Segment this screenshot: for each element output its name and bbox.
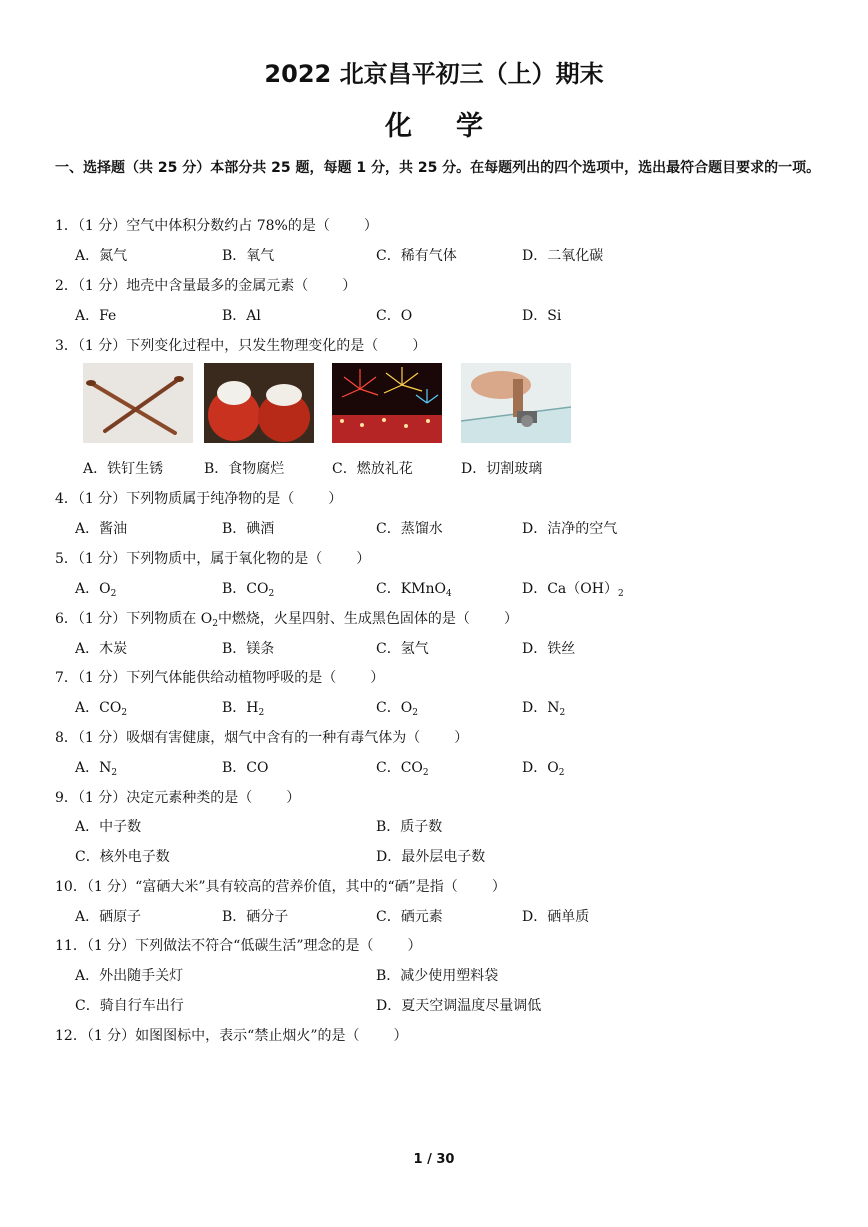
option-b: B．食物腐烂 xyxy=(204,461,285,477)
option-d: D．夏天空调温度尽量调低 xyxy=(376,998,542,1014)
question-4 xyxy=(55,488,342,508)
question-11 xyxy=(55,935,422,955)
option-c: C．骑自行车出行 xyxy=(75,998,184,1014)
question-close: ） xyxy=(407,938,422,954)
option-b: B．氧气 xyxy=(222,248,275,264)
question-6: 6．（1 分）下列物质在 $O_2$中燃烧，火星四射、生成黑色固体的是（ ） xyxy=(55,611,518,629)
option-d: D．Si xyxy=(522,308,562,324)
option-a: A．$O_2$ xyxy=(75,581,117,599)
option-c: C．蒸馏水 xyxy=(376,521,443,537)
option-a: A．木炭 xyxy=(75,641,128,657)
question-stem: 11．（1 分）下列做法不符合“低碳生活”理念的是（ xyxy=(55,938,374,954)
option-d: D．铁丝 xyxy=(522,641,576,657)
question-stem: 3．（1 分）下列变化过程中，只发生物理变化的是（ xyxy=(55,338,379,354)
question-stem: 12．（1 分）如图图标中，表示“禁止烟火”的是（ xyxy=(55,1028,360,1044)
option-b: B．碘酒 xyxy=(222,521,275,537)
option-a: A．Fe xyxy=(75,308,117,324)
option-d: D．最外层电子数 xyxy=(376,849,486,865)
option-c: C．稀有气体 xyxy=(376,248,457,264)
option-b: B．质子数 xyxy=(376,819,443,835)
option-c: C．燃放礼花 xyxy=(332,461,413,477)
question-3 xyxy=(55,335,426,355)
option-c: C．氢气 xyxy=(376,641,429,657)
option-b: B．Al xyxy=(222,308,261,324)
question-stem: 4．（1 分）下列物质属于纯净物的是（ xyxy=(55,491,295,507)
question-stem: 5．（1 分）下列物质中，属于氧化物的是（ xyxy=(55,551,323,567)
page-title: 2022 北京昌平初三（上）期末 xyxy=(264,60,604,88)
question-7 xyxy=(55,667,384,687)
option-c: C．O xyxy=(376,308,413,324)
option-b: B．$H_2$ xyxy=(222,700,265,718)
question-stem: 8．（1 分）吸烟有害健康，烟气中含有的一种有毒气体为（ xyxy=(55,730,421,746)
question-stem: 9．（1 分）决定元素种类的是（ xyxy=(55,790,253,806)
option-d: D．$N_2$ xyxy=(522,700,566,718)
question-8 xyxy=(55,727,468,747)
option-a: A．酱油 xyxy=(75,521,128,537)
option-d: D．切割玻璃 xyxy=(461,461,543,477)
option-b: B．CO xyxy=(222,760,269,776)
option-a: A．外出随手关灯 xyxy=(75,968,184,984)
option-b: B．镁条 xyxy=(222,641,275,657)
fireworks-image xyxy=(332,363,442,443)
option-b: B．硒分子 xyxy=(222,909,289,925)
glass-cutting-image xyxy=(461,363,571,443)
option-a: A．$CO_2$ xyxy=(75,700,128,718)
option-d: D．$O_2$ xyxy=(522,760,565,778)
option-d: D．二氧化碳 xyxy=(522,248,604,264)
section-heading: 一、选择题（共 25 分）本部分共 25 题，每题 1 分，共 25 分。在每题列出的四个选项中，选出最符合题目要求的一项。 xyxy=(55,160,821,176)
option-c: C．KMnO$_4$ xyxy=(376,581,452,599)
question-close: ） xyxy=(370,670,385,686)
question-close: ） xyxy=(286,790,301,806)
question-close: ） xyxy=(356,551,371,567)
option-a: A．$N_2$ xyxy=(75,760,118,778)
question-1 xyxy=(55,215,378,235)
option-b: B．$CO_2$ xyxy=(222,581,275,599)
option-a: A．铁钉生锈 xyxy=(83,461,164,477)
option-b: B．减少使用塑料袋 xyxy=(376,968,499,984)
question-close: ） xyxy=(328,491,343,507)
rusty-nails-image xyxy=(83,363,193,443)
question-stem: 10．（1 分）“富硒大米”具有较高的营养价值，其中的“硒”是指（ xyxy=(55,879,458,895)
option-c: C．$O_2$ xyxy=(376,700,418,718)
option-a: A．氮气 xyxy=(75,248,128,264)
rotten-tomatoes-image xyxy=(204,363,314,443)
question-stem: 1．（1 分）空气中体积分数约占 78%的是（ xyxy=(55,218,330,234)
question-5 xyxy=(55,548,370,568)
question-close: ） xyxy=(342,278,357,294)
option-c: C．$CO_2$ xyxy=(376,760,429,778)
subject-title: 化学 xyxy=(385,111,527,142)
question-9 xyxy=(55,787,300,807)
question-stem: 7．（1 分）下列气体能供给动植物呼吸的是（ xyxy=(55,670,337,686)
option-c: C．硒元素 xyxy=(376,909,443,925)
question-12 xyxy=(55,1025,408,1045)
question-close: ） xyxy=(491,879,506,895)
option-d: D．洁净的空气 xyxy=(522,521,618,537)
option-d: D．硒单质 xyxy=(522,909,590,925)
option-c: C．核外电子数 xyxy=(75,849,170,865)
option-a: A．硒原子 xyxy=(75,909,142,925)
option-a: A．中子数 xyxy=(75,819,142,835)
question-close: ） xyxy=(393,1028,408,1044)
question-close: ） xyxy=(412,338,427,354)
question-close: ） xyxy=(454,730,469,746)
question-close: ） xyxy=(363,218,378,234)
page-number: 1 / 30 xyxy=(413,1152,455,1167)
question-2 xyxy=(55,275,356,295)
question-10 xyxy=(55,876,506,896)
option-d: D．$Ca(OH)_2$ xyxy=(522,581,624,599)
question-stem: 2．（1 分）地壳中含量最多的金属元素（ xyxy=(55,278,309,294)
